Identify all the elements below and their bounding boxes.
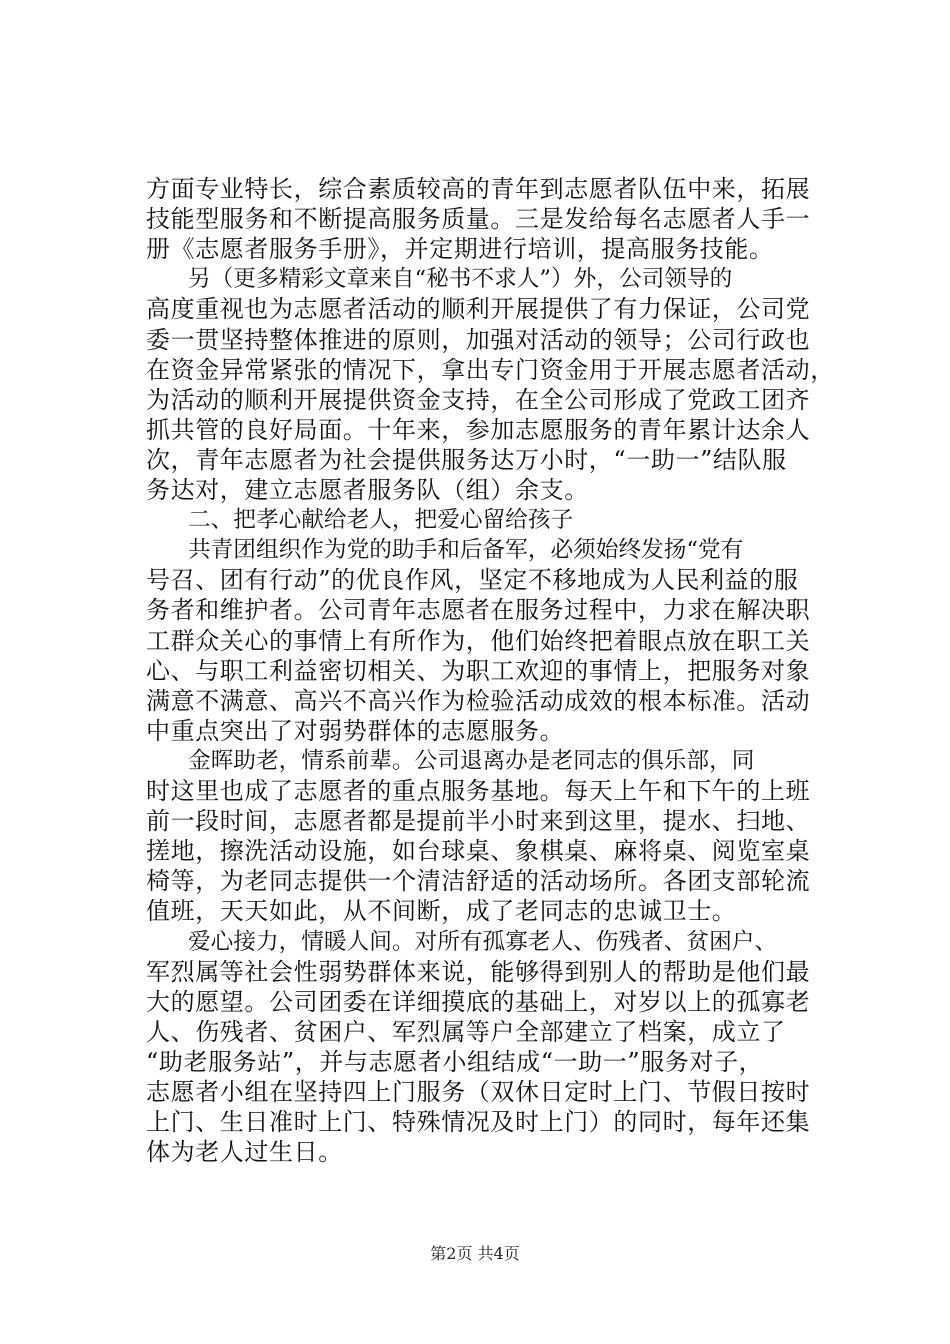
paragraph-first-line: 另（更多精彩文章来自“秘书不求人”）外，公司领导的 [188, 266, 733, 293]
text-line: 志愿者小组在坚持四上门服务（双休日定时上门、节假日按时 [146, 1078, 811, 1106]
text-line: 务者和维护者。公司青年志愿者在服务过程中，力求在解决职 [146, 596, 811, 625]
text-line: 技能型服务和不断提高服务质量。三是发给每名志愿者人手一 [146, 205, 811, 234]
paragraph-first-line: 爱心接力，情暖人间。对所有孤寡老人、伤残者、贫困户、 [188, 928, 778, 955]
text-line: 值班，天天如此，从不间断，成了老同志的忠诚卫士。 [146, 897, 737, 926]
text-line: 军烈属等社会性弱势群体来说，能够得到别人的帮助是他们最 [146, 957, 811, 986]
text-line: 人、伤残者、贫困户、军烈属等户全部建立了档案，成立了 [146, 1017, 786, 1046]
text-line: 中重点突出了对弱势群体的志愿服务。 [146, 716, 565, 745]
page-number-footer: 第2页 共4页 [430, 1244, 520, 1263]
text-line: 抓共管的良好局面。十年来，参加志愿服务的青年累计达余人 [146, 415, 811, 444]
text-line: 号召、团有行动”的优良作风，坚定不移地成为人民利益的服 [146, 566, 799, 595]
text-line: 在资金异常紧张的情况下，拿出专门资金用于开展志愿者活动， [146, 355, 835, 384]
text-line: 时这里也成了志愿者的重点服务基地。每天上午和下午的上班 [146, 777, 811, 805]
text-line: 上门、生日准时上门、特殊情况及时上门）的同时，每年还集 [146, 1108, 811, 1137]
section-heading: 二、把孝心献给老人，把爱心留给孩子 [188, 507, 574, 534]
text-line: 委一贯坚持整体推进的原则，加强对活动的领导；公司行政也 [146, 325, 811, 354]
text-line: 工群众关心的事情上有所作为，他们始终把着眼点放在职工关 [146, 626, 811, 655]
text-line: 椅等，为老同志提供一个清洁舒适的活动场所。各团支部轮流 [146, 867, 811, 896]
text-line: 为活动的顺利开展提供资金支持，在全公司形成了党政工团齐 [146, 385, 811, 414]
text-line: 搓地，擦洗活动设施，如台球桌、象棋桌、麻将桌、阅览室桌 [146, 837, 811, 866]
paragraph-first-line: 共青团组织作为党的助手和后备军，必须始终发扬“党有 [188, 537, 744, 564]
text-line: 前一段时间，志愿者都是提前半小时来到这里，提水、扫地、 [146, 807, 811, 836]
text-line: 册《志愿者服务手册》，并定期进行培训，提高服务技能。 [146, 235, 774, 264]
text-line: 大的愿望。公司团委在详细摸底的基础上，对岁以上的孤寡老 [146, 987, 811, 1016]
paragraph-first-line: 金晖助老，情系前辈。公司退离办是老同志的俱乐部，同 [188, 747, 755, 774]
text-line: 心、与职工利益密切相关、为职工欢迎的事情上，把服务对象 [146, 656, 811, 685]
text-line: 务达对，建立志愿者服务队（组）余支。 [146, 476, 589, 504]
text-line: 方面专业特长，综合素质较高的青年到志愿者队伍中来，拓展 [146, 175, 811, 203]
text-line: 次，青年志愿者为社会提供服务达万小时，“一助一”结队服 [146, 445, 787, 474]
text-line: 满意不满意、高兴不高兴作为检验活动成效的根本标准。活动 [146, 686, 811, 715]
text-line: 高度重视也为志愿者活动的顺利开展提供了有力保证，公司党 [146, 295, 811, 324]
text-line: “助老服务站”，并与志愿者小组结成“一助一”服务对子， [146, 1047, 764, 1076]
text-line: 体为老人过生日。 [146, 1138, 343, 1167]
